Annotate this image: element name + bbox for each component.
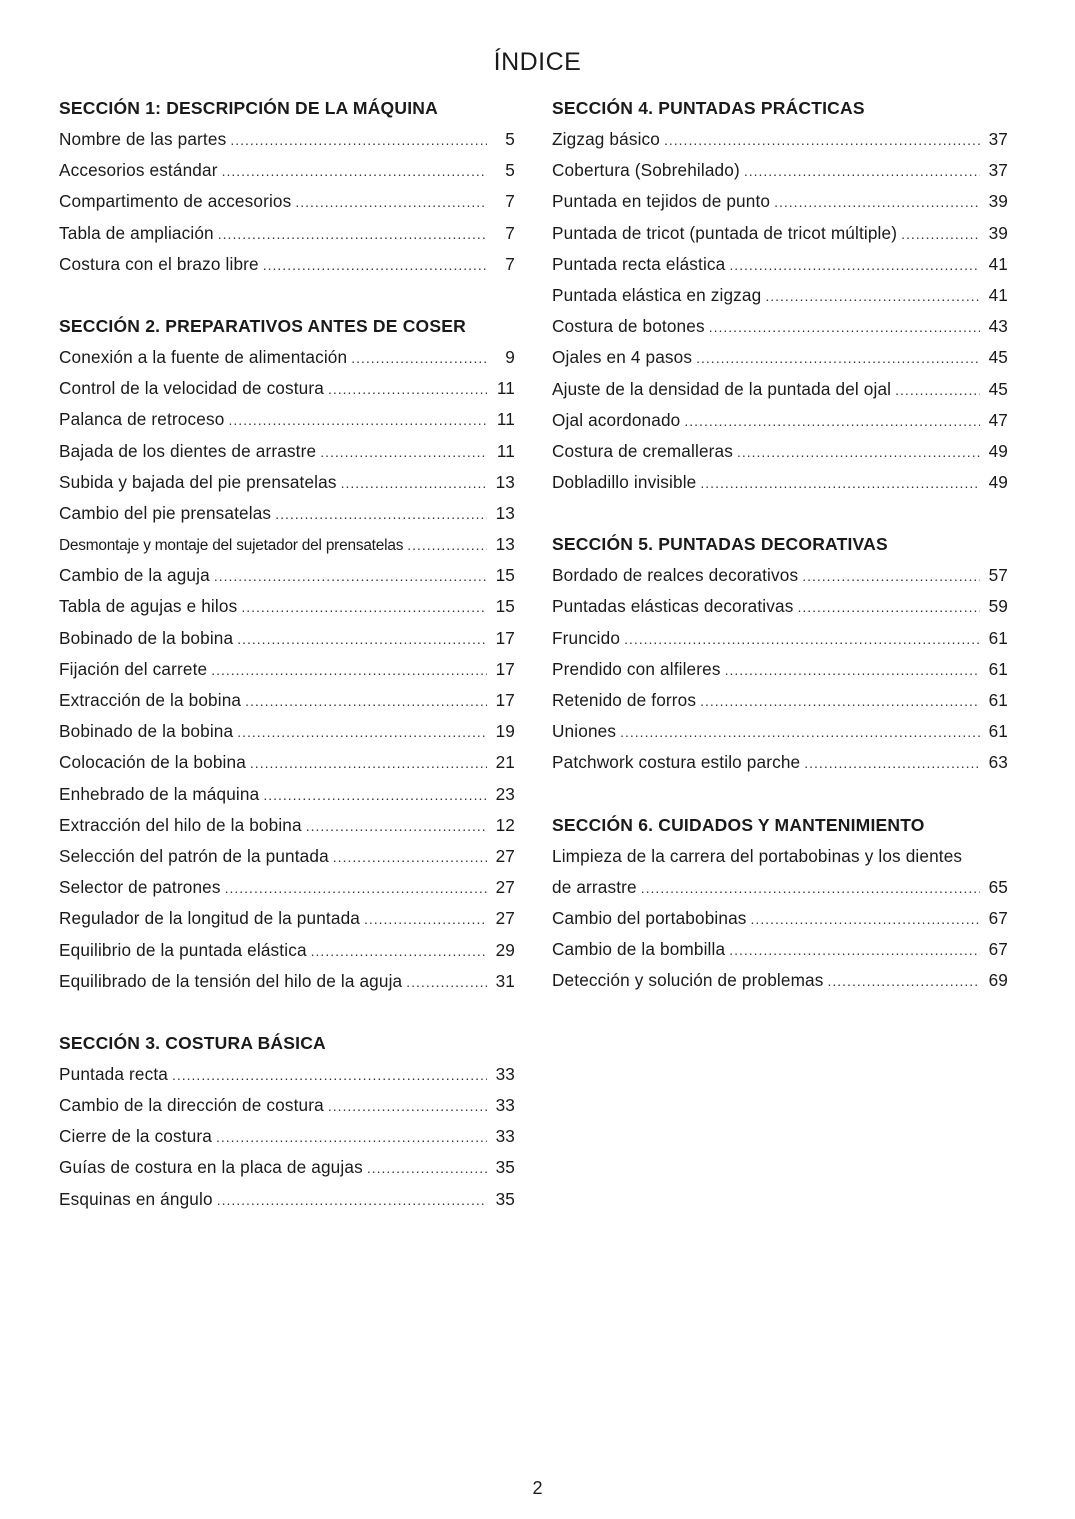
toc-entry-page: 33 [495, 1063, 515, 1084]
toc-section [59, 1031, 515, 1218]
toc-entry-text: Extracción de la bobina [59, 690, 242, 710]
toc-entry [59, 938, 515, 969]
toc-entry-text: Nombre de las partes [59, 129, 227, 149]
dot-leader [218, 222, 487, 246]
toc-section [59, 314, 515, 1000]
toc-entry-page: 61 [988, 658, 1008, 679]
dot-leader [172, 1063, 487, 1087]
toc-entry-text: Bobinado de la bobina [59, 721, 234, 742]
toc-entry-page: 13 [495, 471, 515, 492]
toc-entry-text: Equilibrio de la puntada elástica [59, 939, 307, 960]
toc-entry [552, 470, 1008, 501]
toc-entry-text: Colocación de la bobina [59, 752, 246, 773]
toc-entry-page: 5 [505, 160, 515, 181]
toc-entry-text: Tabla de agujas e hilos [59, 596, 238, 617]
toc-entry-text: Retenido de forros [552, 690, 697, 710]
toc-entry [59, 127, 515, 158]
toc-entry-page: 33 [495, 1095, 515, 1116]
toc-entry [59, 719, 515, 750]
dot-leader [217, 1188, 487, 1212]
dot-leader [895, 378, 980, 402]
toc-entry-text: Tabla de ampliación [59, 222, 214, 243]
toc-section [59, 96, 515, 283]
toc-entry [59, 594, 515, 625]
toc-entry-text: Palanca de retroceso [59, 409, 225, 430]
toc-entry-text: Fijación del carrete [59, 658, 208, 679]
dot-leader [211, 658, 487, 682]
dot-leader [744, 159, 980, 183]
dot-leader [306, 814, 487, 838]
toc-entry [59, 1124, 515, 1155]
dot-leader [737, 440, 980, 464]
toc-entry-page: 17 [495, 627, 515, 648]
toc-entry-page: 11 [496, 409, 515, 430]
toc-entry [59, 626, 515, 657]
toc-entry [59, 782, 515, 813]
dot-leader [237, 627, 487, 651]
toc-entry-page: 13 [495, 534, 515, 555]
toc-entry-text: Conexión a la fuente de alimentación [59, 346, 348, 367]
section-heading: SECCIÓN 5. PUNTADAS DECORATIVAS [552, 534, 888, 555]
toc-entry [59, 1155, 515, 1186]
toc-entry-text: Puntada recta elástica [552, 253, 726, 274]
toc-entry [59, 813, 515, 844]
page-title: ÍNDICE [493, 48, 582, 76]
toc-entry-page: 35 [495, 1188, 515, 1209]
toc-entry-page: 15 [495, 565, 515, 586]
toc-entry-text: Control de la velocidad de costura [59, 378, 324, 399]
toc-entry [59, 158, 515, 189]
toc-entry [59, 875, 515, 906]
toc-entry [59, 657, 515, 688]
toc-entry-page: 61 [988, 627, 1008, 648]
dot-leader [664, 128, 980, 152]
dot-leader [797, 595, 980, 619]
toc-entry-text: de arrastre [552, 876, 637, 897]
dot-leader [216, 1125, 487, 1149]
toc-entry [552, 688, 1008, 719]
toc-entry-page: 23 [495, 783, 515, 804]
toc-entry [59, 501, 515, 532]
toc-entry-text: Puntadas elásticas decorativas [552, 596, 794, 617]
toc-entry-page: 65 [988, 876, 1008, 897]
toc-entry [59, 688, 515, 719]
dot-leader [700, 471, 980, 495]
toc-entry [552, 968, 1008, 999]
toc-entry-page: 17 [495, 690, 515, 710]
dot-leader [765, 284, 980, 308]
toc-entry-page: 29 [495, 939, 515, 960]
toc-entry-page: 27 [495, 845, 515, 866]
toc-entry [59, 563, 515, 594]
toc-entry-text: Extracción del hilo de la bobina [59, 814, 302, 835]
toc-entry [59, 906, 515, 937]
toc-entry [552, 252, 1008, 283]
toc-entry-text: Fruncido [552, 627, 621, 648]
toc-entry [552, 875, 1008, 906]
toc-entry-page: 67 [988, 939, 1008, 960]
toc-entry-page: 27 [495, 908, 515, 929]
dot-leader [222, 159, 487, 183]
toc-entry [552, 937, 1008, 968]
toc-entry-text: Ajuste de la densidad de la puntada del ojal [552, 378, 892, 399]
toc-entry [552, 594, 1008, 625]
toc-entry-page: 11 [496, 440, 515, 461]
toc-entry-page: 69 [988, 970, 1008, 991]
toc-entry-page: 33 [495, 1126, 515, 1147]
toc-entry-page: 47 [988, 409, 1008, 430]
dot-leader [250, 751, 487, 775]
toc-entry [59, 439, 515, 470]
dot-leader [406, 970, 487, 994]
dot-leader [225, 876, 487, 900]
toc-entry-page: 17 [495, 658, 515, 679]
toc-entry-page: 13 [495, 502, 515, 523]
dot-leader [237, 720, 487, 744]
dot-leader [751, 907, 980, 931]
toc-entry-text: Patchwork costura estilo parche [552, 752, 801, 773]
toc-entry-page: 63 [988, 752, 1008, 773]
toc-entry-text: Esquinas en ángulo [59, 1188, 213, 1209]
toc-entry-text: Puntada elástica en zigzag [552, 284, 762, 305]
toc-entry-text: Guías de costura en la placa de agujas [59, 1157, 363, 1178]
toc-entry [552, 221, 1008, 252]
dot-leader [725, 658, 980, 682]
dot-leader [311, 939, 487, 963]
toc-section [552, 813, 1008, 1000]
dot-leader [620, 720, 980, 744]
toc-entry [59, 189, 515, 220]
toc-entry-text: Cambio de la bombilla [552, 939, 726, 960]
toc-entry [59, 532, 515, 563]
toc-entry-text: Cambio del pie prensatelas [59, 502, 272, 523]
dot-leader [263, 253, 487, 277]
toc-entry [59, 345, 515, 376]
toc-entry-text: Costura con el brazo libre [59, 253, 259, 274]
toc-entry-text: Compartimento de accesorios [59, 191, 292, 212]
toc-entry-page: 49 [988, 440, 1008, 461]
toc-entry-page: 59 [988, 596, 1008, 617]
toc-entry [552, 283, 1008, 314]
toc-entry-text: Ojal acordonado [552, 409, 681, 430]
toc-entry-text: Bobinado de la bobina [59, 627, 234, 648]
dot-leader [328, 377, 487, 401]
dot-leader [333, 845, 487, 869]
toc-entry-page: 7 [505, 191, 515, 212]
toc-entry-text: Subida y bajada del pie prensatelas [59, 471, 337, 492]
toc-entry-page: 7 [505, 253, 515, 274]
toc-entry-text: Bordado de realces decorativos [552, 565, 799, 586]
toc-entry-page: 27 [495, 877, 515, 898]
dot-leader [729, 938, 980, 962]
toc-entry-page: 41 [988, 253, 1008, 274]
toc-entry [552, 439, 1008, 470]
dot-leader [624, 627, 980, 651]
toc-entry [552, 906, 1008, 937]
toc-entry [59, 470, 515, 501]
dot-leader [241, 595, 487, 619]
dot-leader [641, 876, 980, 900]
toc-entry-page: 11 [496, 378, 515, 399]
toc-entry [59, 376, 515, 407]
dot-leader [407, 533, 487, 557]
toc-entry-text: Zigzag básico [552, 129, 660, 149]
dot-leader [684, 409, 980, 433]
toc-entry [59, 844, 515, 875]
toc-entry-page: 35 [495, 1157, 515, 1178]
dot-leader [275, 502, 487, 526]
toc-entry-page: 39 [988, 222, 1008, 243]
toc-entry-text: Dobladillo invisible [552, 472, 697, 493]
section-heading: SECCIÓN 1: DESCRIPCIÓN DE LA MÁQUINA [59, 98, 438, 118]
toc-entry-page: 12 [495, 814, 515, 835]
dot-leader [263, 783, 487, 807]
left-column [59, 96, 515, 1249]
dot-leader [901, 222, 980, 246]
toc-entry-text: Enhebrado de la máquina [59, 783, 260, 804]
toc-section [552, 96, 1008, 501]
toc-entry [552, 719, 1008, 750]
toc-entry-page: 37 [988, 160, 1008, 181]
toc-entry-text: Puntada en tejidos de punto [552, 191, 771, 212]
dot-leader [802, 564, 980, 588]
toc-entry-page: 7 [505, 222, 515, 243]
toc-entry-text: Selector de patrones [59, 877, 221, 898]
toc-entry-text: Bajada de los dientes de arrastre [59, 440, 317, 461]
section-heading: SECCIÓN 4. PUNTADAS PRÁCTICAS [552, 98, 865, 118]
toc-entry-page: 39 [988, 191, 1008, 212]
toc-entry [552, 314, 1008, 345]
toc-entry-page: 61 [988, 690, 1008, 710]
toc-entry-text: Ojales en 4 pasos [552, 347, 693, 368]
toc-entry-page: 31 [495, 970, 515, 991]
section-heading: SECCIÓN 3. COSTURA BÁSICA [59, 1032, 326, 1053]
toc-entry [59, 252, 515, 283]
toc-entry [552, 377, 1008, 408]
dot-leader [228, 408, 487, 432]
toc-entry-text: Accesorios estándar [59, 160, 218, 181]
toc-entry-page: 41 [988, 284, 1008, 305]
dot-leader [341, 471, 487, 495]
toc-section [552, 532, 1008, 781]
dot-leader [828, 969, 981, 993]
page-number: 2 [532, 1478, 543, 1498]
toc-entry-page: 45 [988, 378, 1008, 399]
toc-entry-text: Costura de cremalleras [552, 440, 733, 461]
toc-entry-text: Equilibrado de la tensión del hilo de la aguja [59, 970, 403, 991]
dot-leader [729, 253, 980, 277]
dot-leader [328, 1094, 487, 1118]
toc-entry [552, 657, 1008, 688]
section-heading: SECCIÓN 6. CUIDADOS Y MANTENIMIENTO [552, 814, 925, 835]
dot-leader [245, 689, 487, 713]
toc-entry [552, 158, 1008, 189]
toc-entry [59, 750, 515, 781]
toc-entry [59, 1187, 515, 1218]
toc-entry-page: 37 [988, 129, 1008, 149]
dot-leader [351, 346, 487, 370]
toc-entry-text: Regulador de la longitud de la puntada [59, 908, 360, 929]
toc-entry-text: Puntada recta [59, 1063, 168, 1084]
toc-entry [59, 1062, 515, 1093]
toc-entry [59, 221, 515, 252]
toc-entry [59, 969, 515, 1000]
toc-entry-page: 61 [988, 721, 1008, 742]
toc-entry-text: Cambio de la dirección de costura [59, 1095, 324, 1116]
toc-entry-text: Puntada de tricot (puntada de tricot múltiple) [552, 222, 898, 243]
toc-entry-page: 5 [505, 129, 515, 149]
right-column [552, 96, 1008, 1031]
toc-entry [552, 189, 1008, 220]
toc-entry-text: Cambio de la aguja [59, 565, 210, 586]
toc-entry-text: Limpieza de la carrera del portabobinas y los dientes [552, 845, 963, 866]
toc-entry [552, 750, 1008, 781]
dot-leader [214, 564, 487, 588]
toc-entry [552, 563, 1008, 594]
toc-entry [59, 1093, 515, 1124]
dot-leader [320, 440, 487, 464]
toc-entry-text: Cobertura (Sobrehilado) [552, 160, 740, 181]
toc-entry-text: Selección del patrón de la puntada [59, 845, 329, 866]
toc-entry [552, 408, 1008, 439]
toc-entry-page: 9 [505, 346, 515, 367]
toc-entry-text: Cierre de la costura [59, 1126, 212, 1147]
toc-entry [59, 407, 515, 438]
toc-entry-page: 49 [988, 472, 1008, 493]
toc-entry-text: Prendido con alfileres [552, 658, 721, 679]
dot-leader [700, 689, 980, 713]
dot-leader [774, 190, 980, 214]
dot-leader [709, 315, 980, 339]
dot-leader [367, 1156, 487, 1180]
toc-entry-text: Detección y solución de problemas [552, 970, 824, 991]
toc-entry-page: 43 [988, 316, 1008, 337]
toc-entry-page: 45 [988, 347, 1008, 368]
toc-entry-text: Costura de botones [552, 316, 705, 337]
toc-entry-text: Desmontaje y montaje del sujetador del prensatelas [59, 537, 404, 555]
toc-entry-page: 21 [495, 752, 515, 773]
toc-entry [552, 127, 1008, 158]
dot-leader [804, 751, 980, 775]
dot-leader [230, 128, 487, 152]
toc-entry-text: Cambio del portabobinas [552, 907, 747, 928]
toc-entry-page: 19 [495, 721, 515, 742]
dot-leader [295, 190, 487, 214]
toc-entry-page: 57 [988, 565, 1008, 586]
toc-entry [552, 626, 1008, 657]
dot-leader [364, 907, 487, 931]
toc-entry-page: 67 [988, 907, 1008, 928]
toc-entry [552, 345, 1008, 376]
toc-entry-page: 15 [495, 596, 515, 617]
toc-entry-text: Uniones [552, 721, 617, 742]
section-heading: SECCIÓN 2. PREPARATIVOS ANTES DE COSER [59, 315, 466, 336]
dot-leader [696, 346, 980, 370]
